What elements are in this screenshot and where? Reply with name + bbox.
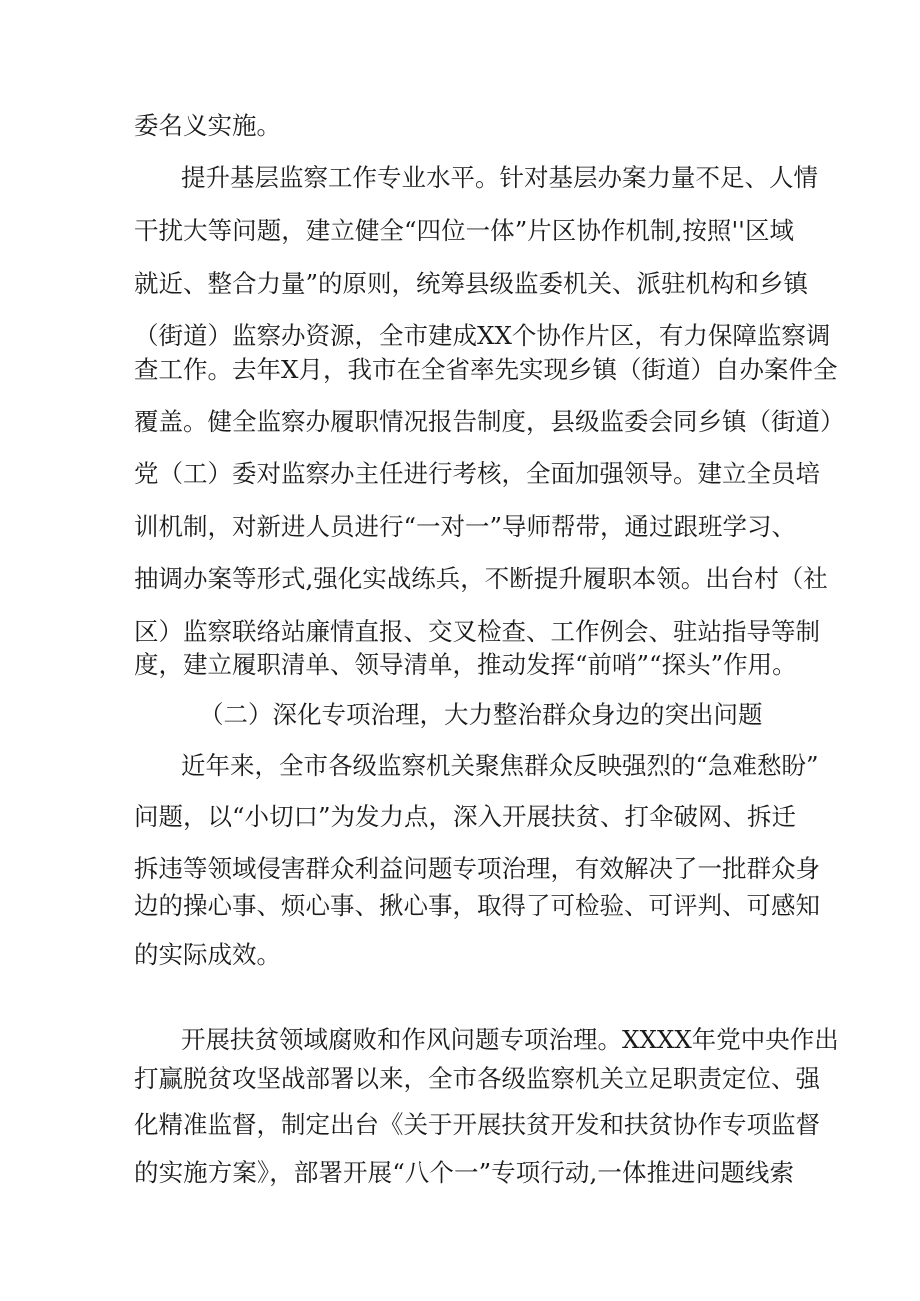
text-line: 度，建立履职清单、领导清单，推动发挥“前哨”“探头”作用。 [134, 650, 797, 679]
text-line: 委名义实施。 [134, 111, 281, 140]
text-line: 抽调办案等形式,强化实战练兵，不断提升履职本领。出台村（社 [134, 564, 828, 593]
text-line: 干扰大等问题，建立健全“四位一体”片区协作机制,按照''区域 [134, 216, 794, 245]
text-line: 覆盖。健全监察办履职情况报告制度，县级监委会同乡镇（街道） [134, 407, 845, 436]
text-line: 就近、整合力量”的原则，统筹县级监委机关、派驻机构和乡镇 [134, 269, 809, 298]
text-line: 的实施方案》，部署开展“八个一”专项行动,一体推进问题线索 [134, 1158, 794, 1187]
text-line: 问题，以“小切口”为发力点，深入开展扶贫、打伞破网、拆迁 [134, 802, 797, 831]
text-line: 拆违等领域侵害群众利益问题专项治理，有效解决了一批群众身 [134, 854, 820, 883]
section-heading: （二）深化专项治理，大力整治群众身边的突出问题 [199, 700, 763, 729]
text-line: 查工作。去年X月，我市在全省率先实现乡镇（街道）自办案件全 [134, 355, 838, 384]
text-line: 的实际成效。 [134, 940, 281, 969]
paragraph-start-line: 开展扶贫领域腐败和作风问题专项治理。XXXX年党中央作出 [181, 1025, 839, 1054]
text-line: 边的操心事、烦心事、揪心事，取得了可检验、可评判、可感知 [134, 891, 820, 920]
text-line: 训机制，对新进人员进行“一对一”导师帮带，通过跟班学习、 [134, 512, 797, 541]
text-line: 打赢脱贫攻坚战部署以来，全市各级监察机关立足职责定位、强 [134, 1064, 820, 1093]
text-line: 党（工）委对监察办主任进行考核，全面加强领导。建立全员培 [134, 459, 820, 488]
paragraph-start-line: 近年来，全市各级监察机关聚焦群众反映强烈的“急难愁盼” [181, 751, 819, 780]
text-line: （街道）监察办资源，全市建成XX个协作片区，有力保障监察调 [134, 321, 831, 350]
text-line: 区）监察联络站廉情直报、交叉检查、工作例会、驻站指导等制 [134, 617, 820, 646]
text-line: 化精准监督，制定出台《关于开展扶贫开发和扶贫协作专项监督 [134, 1110, 820, 1139]
paragraph-start-line: 提升基层监察工作专业水平。针对基层办案力量不足、人情 [181, 163, 818, 192]
